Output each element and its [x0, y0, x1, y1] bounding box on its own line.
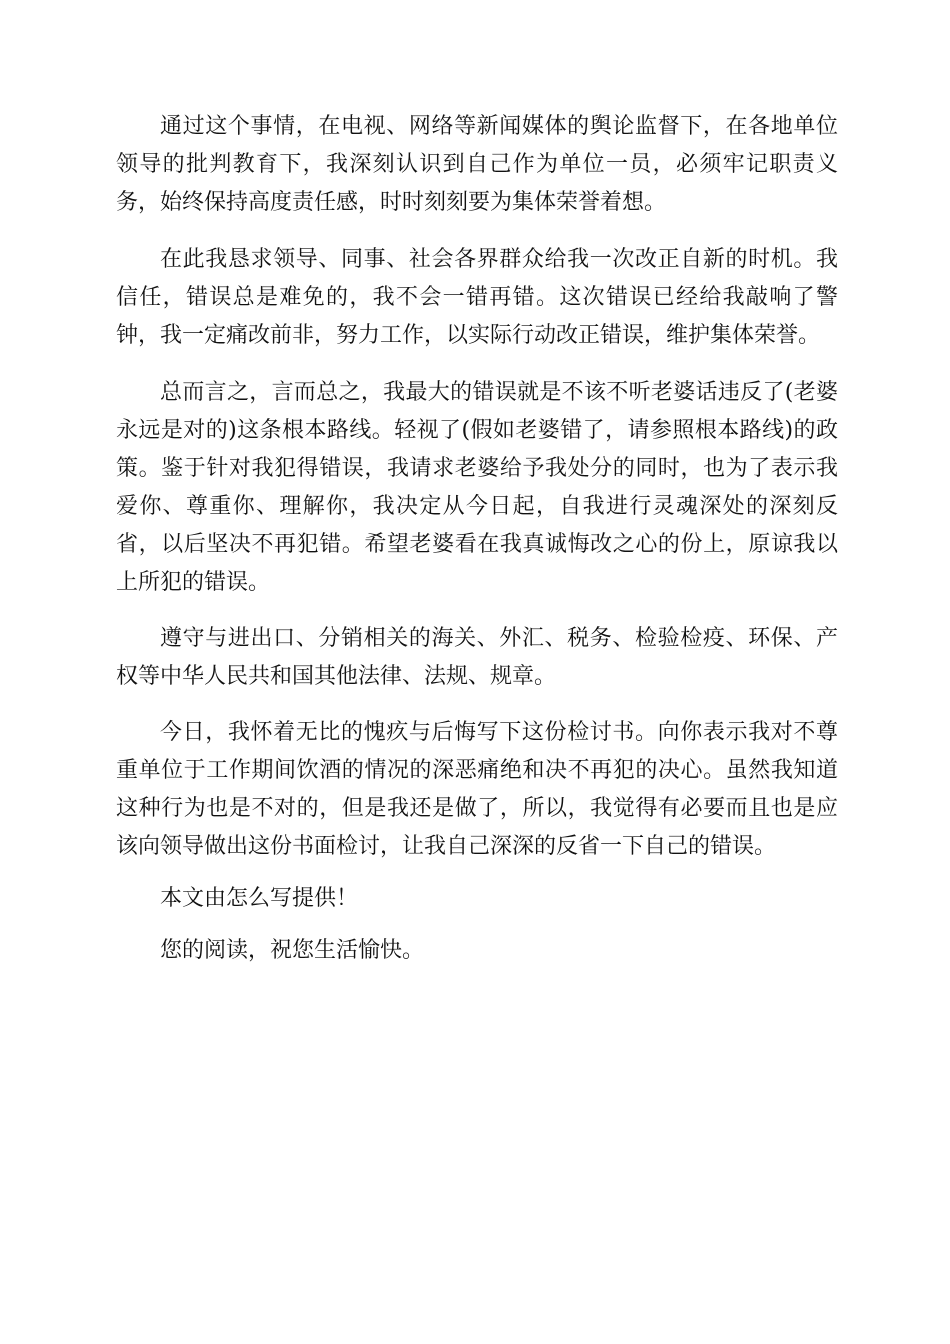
paragraph-1: 通过这个事情，在电视、网络等新闻媒体的舆论监督下，在各地单位领导的批判教育下，我深刻认识到自己作为单位一员，必须牢记职责义务，始终保持高度责任感，时时刻刻要为集体荣誉着想。: [116, 114, 838, 215]
paragraph-2: 在此我恳求领导、同事、社会各界群众给我一次改正自新的时机。我信任，错误总是难免的，我不会一错再错。这次错误已经给我敲响了警钟，我一定痛改前非，努力工作，以实际行动改正错误，维护集体荣誉。: [116, 247, 838, 348]
paragraph-3: 总而言之，言而总之，我最大的错误就是不该不听老婆话违反了(老婆永远是对的)这条根本路线。轻视了(假如老婆错了，请参照根本路线)的政策。鉴于针对我犯得错误，我请求老婆给予我处分的同时，也为了表示我爱你、尊重你、理解你，我决定从今日起，自我进行灵魂深处的深刻反省，以后坚决不再犯错。希望老婆看在我真诚悔改之心的份上，原谅我以上所犯的错误。: [116, 380, 838, 595]
paragraph-5: 今日，我怀着无比的愧疚与后悔写下这份检讨书。向你表示我对不尊重单位于工作期间饮酒的情况的深恶痛绝和决不再犯的决心。虽然我知道这种行为也是不对的，但是我还是做了，所以，我觉得有必要而且也是应该向领导做出这份书面检讨，让我自己深深的反省一下自己的错误。: [116, 720, 838, 859]
paragraph-7: 您的阅读，祝您生活愉快。: [160, 938, 425, 963]
document-body: [116, 108, 838, 988]
paragraph-4: 遵守与进出口、分销相关的海关、外汇、税务、检验检疫、环保、产权等中华人民共和国其他法律、法规、规章。: [116, 626, 838, 689]
paragraph-6: 本文由怎么写提供！: [160, 886, 359, 911]
